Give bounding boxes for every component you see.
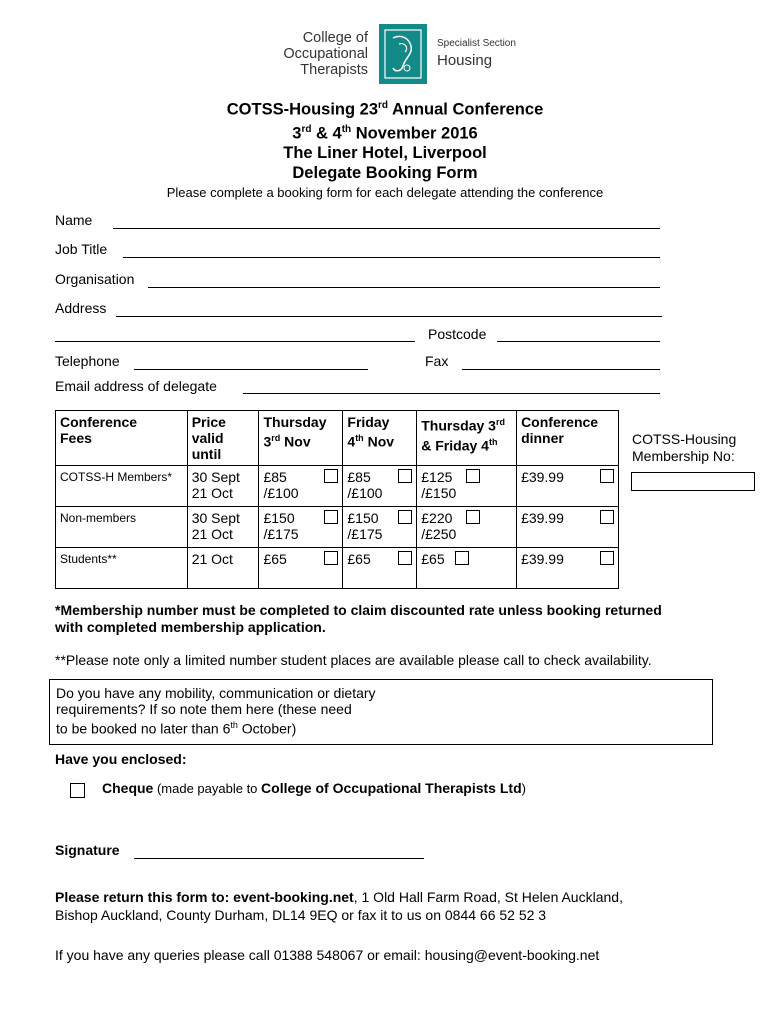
cheque-checkbox[interactable] — [70, 783, 85, 798]
table-row — [56, 548, 619, 589]
table-row — [56, 507, 619, 548]
address-line-2-field[interactable] — [55, 341, 415, 342]
signature-field[interactable] — [134, 858, 424, 859]
friday-price-cell: £85 /£100 — [343, 466, 417, 507]
organisation-label: Organisation — [55, 271, 135, 287]
dinner-price-cell: £39.99 — [517, 466, 619, 507]
name-field[interactable] — [113, 228, 660, 229]
dinner-price-cell: £39.99 — [517, 507, 619, 548]
header-friday: Friday 4th Nov — [343, 411, 417, 466]
job-title-field[interactable] — [123, 257, 660, 258]
organisation-field[interactable] — [148, 287, 660, 288]
table-row — [56, 466, 619, 507]
title-line-4: Delegate Booking Form — [292, 164, 478, 182]
friday-price-cell: £150 /£175 — [343, 507, 417, 548]
both-days-checkbox[interactable] — [466, 469, 480, 483]
students-note: **Please note only a limited number student places are available please call to check availability. — [55, 652, 652, 668]
friday-checkbox[interactable] — [398, 469, 412, 483]
header-conference-dinner: Conference dinner — [517, 411, 619, 466]
membership-note: *Membership number must be completed to claim discounted rate unless booking returned with completed membership application. — [55, 602, 662, 635]
email-field[interactable] — [243, 393, 660, 394]
postcode-field[interactable] — [497, 341, 660, 342]
both-days-price-cell: £65 — [417, 548, 517, 589]
thursday-checkbox[interactable] — [324, 510, 338, 524]
thursday-price-cell: £150 /£175 — [259, 507, 343, 548]
form-title — [0, 96, 770, 183]
signature-label: Signature — [55, 842, 120, 858]
row-valid-until: 30 Sept 21 Oct — [187, 466, 259, 507]
org-name — [262, 30, 368, 78]
both-days-checkbox[interactable] — [455, 551, 469, 565]
friday-price-cell: £65 — [343, 548, 417, 589]
org-name-line: Occupational — [283, 46, 368, 62]
friday-checkbox[interactable] — [398, 510, 412, 524]
both-days-price-cell: £220 /£250 — [417, 507, 517, 548]
row-label: Non-members — [56, 507, 188, 548]
address-label: Address — [55, 300, 107, 316]
requirements-text: Do you have any mobility, communication or dietary requirements? If so note them here (these need to be booked no later than 6th October) — [56, 685, 376, 737]
title-line-2: 3rd & 4th November 2016 — [292, 123, 478, 142]
thursday-checkbox[interactable] — [324, 469, 338, 483]
fax-field[interactable] — [462, 369, 660, 370]
dinner-checkbox[interactable] — [600, 469, 614, 483]
table-header-row — [56, 411, 619, 466]
enclosed-heading: Have you enclosed: — [55, 751, 187, 767]
row-valid-until: 30 Sept 21 Oct — [187, 507, 259, 548]
title-line-3: The Liner Hotel, Liverpool — [283, 144, 487, 162]
row-label: COTSS-H Members* — [56, 466, 188, 507]
both-days-checkbox[interactable] — [466, 510, 480, 524]
name-label: Name — [55, 212, 93, 228]
org-name-line: College of — [302, 30, 368, 46]
thursday-price-cell: £85 /£100 — [259, 466, 343, 507]
return-address: Please return this form to: event-booking.net, 1 Old Hall Farm Road, St Helen Auckland, Bishop Auckland, County Durham, DL14 9EQ or fax it to us on 0844 66 52 52 3 — [55, 889, 623, 923]
email-label: Email address of delegate — [55, 378, 217, 394]
title-line-1: COTSS-Housing 23rd Annual Conference — [226, 100, 544, 119]
dinner-checkbox[interactable] — [600, 551, 614, 565]
both-days-price-cell: £125 /£150 — [417, 466, 517, 507]
header-conference-fees: Conference Fees — [56, 411, 188, 466]
telephone-field[interactable] — [134, 369, 368, 370]
thursday-checkbox[interactable] — [324, 551, 338, 565]
instruction-text: Please complete a booking form for each delegate attending the conference — [166, 185, 604, 200]
header-thursday: Thursday 3rd Nov — [259, 411, 343, 466]
postcode-label: Postcode — [428, 326, 487, 342]
org-name-line: Therapists — [300, 62, 368, 78]
job-title-label: Job Title — [55, 241, 108, 257]
telephone-label: Telephone — [55, 353, 120, 369]
membership-number-label: COTSS-Housing Membership No: — [632, 431, 737, 464]
row-label: Students** — [56, 548, 188, 589]
row-valid-until: 21 Oct — [187, 548, 259, 589]
section-label: Specialist Section — [437, 38, 516, 49]
fax-label: Fax — [425, 353, 449, 369]
conference-fees-table — [55, 410, 619, 589]
queries-contact: If you have any queries please call 01388 548067 or email: housing@event-booking.net — [55, 947, 600, 963]
friday-checkbox[interactable] — [398, 551, 412, 565]
college-emblem-logo — [379, 24, 427, 84]
thursday-price-cell: £65 — [259, 548, 343, 589]
header-thursday-and-friday: Thursday 3rd & Friday 4th — [417, 411, 517, 466]
section-name: Housing — [437, 52, 493, 69]
dinner-price-cell: £39.99 — [517, 548, 619, 589]
membership-number-input[interactable] — [631, 472, 755, 491]
cheque-label: Cheque (made payable to College of Occupational Therapists Ltd) — [102, 780, 526, 796]
header-price-valid-until: Price valid until — [187, 411, 259, 466]
dinner-checkbox[interactable] — [600, 510, 614, 524]
address-field[interactable] — [116, 316, 662, 317]
